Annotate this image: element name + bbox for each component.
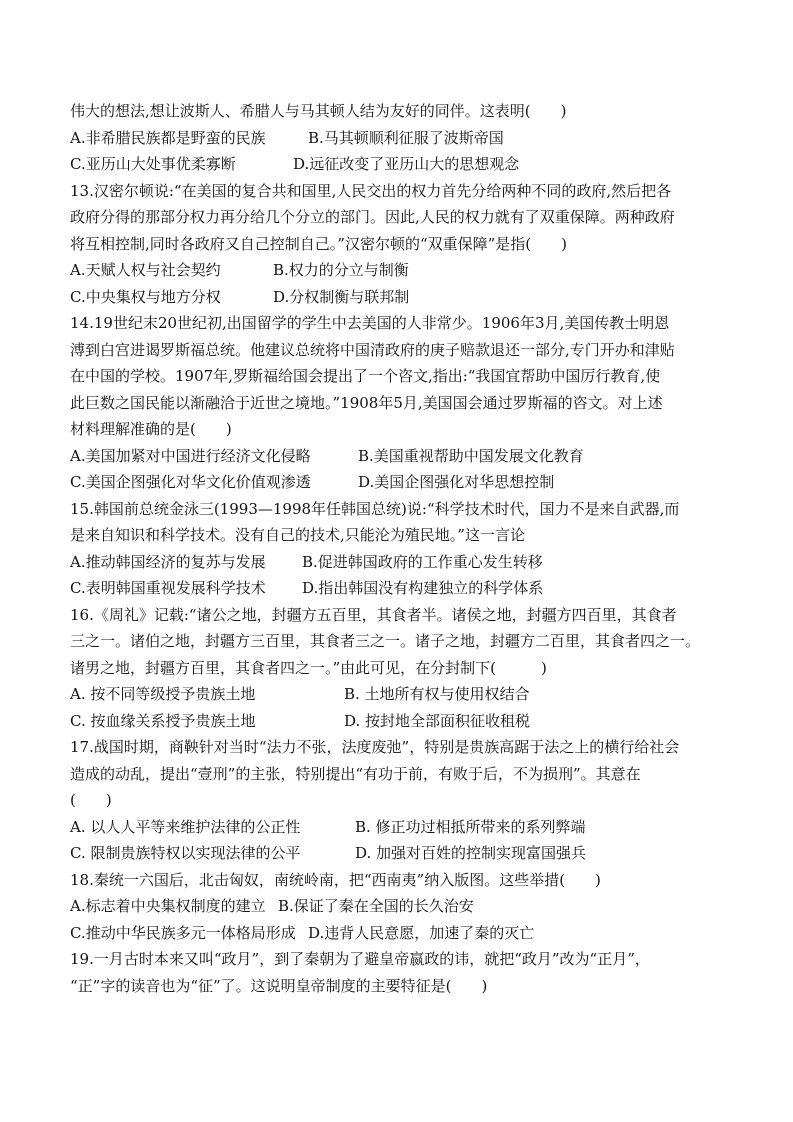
q17-stem-line-1: 17.战国时期，商鞅针对当时“法力不张，法度废弛”，特别是贵族高踞于法之上的横行给社会 [70,738,680,756]
q12-option-b: B.马其顿顺利征服了波斯帝国 [308,128,504,147]
q17-options-row-2 [70,840,730,867]
q14-options-row-2 [70,469,730,496]
q17-options-row-1 [70,814,730,841]
q14-options-row-1 [70,443,730,470]
q14-stem-line-4: 此巨数之国民能以渐融洽于近世之境地。”1908年5月,美国国会通过罗斯福的咨文。对上述 [70,393,663,412]
q16-stem-line-3: 诸男之地，封疆方百里，其食者四之一。”由此可见，在分封制下( ) [70,658,547,677]
exam-page [70,98,730,999]
q18-stem-line-1: 18.秦统一六国后，北击匈奴，南统岭南，把“西南夷”纳入版图。这些举措( ) [70,870,601,889]
q18-option-a: A.标志着中央集权制度的建立 [70,897,266,915]
q16-options-row-1 [70,681,730,708]
q16-stem-line-1: 16.《周礼》记载:“诸公之地，封疆方五百里，其食者半。诸侯之地，封疆方四百里，其食者 [70,605,677,624]
q16-option-c: C. 按血缘关系授予贵族土地 [70,711,256,730]
q15-option-b: B.促进韩国政府的工作重心发生转移 [302,552,543,571]
q14-option-b: B.美国重视帮助中国发展文化教育 [358,446,584,465]
q16-option-a: A. 按不同等级授予贵族土地 [70,685,256,703]
q16-options-row-2 [70,708,730,735]
q13-stem-line-3: 将互相控制,同时各政府又自己控制自己。”汉密尔顿的“双重保障”是指( ) [70,234,567,253]
q15-stem-line-1: 15.韩国前总统金泳三(1993—1998年任韩国总统)说:“科学技术时代，国力不是来自武器,而 [70,499,680,518]
q13-stem-line-1: 13.汉密尔顿说:“在美国的复合共和国里,人民交出的权力首先分给两种不同的政府,然后把各 [70,181,672,200]
q19-stem-line-2: “正”字的读音也为“征”了。这说明皇帝制度的主要特征是( ) [70,976,488,995]
q17-option-b: B. 修正功过相抵所带来的系列弊端 [355,817,586,836]
q17-option-c: C. 限制贵族特权以实现法律的公平 [70,844,301,862]
q15-options-row-1 [70,549,730,576]
q14-option-a: A.美国加紧对中国进行经济文化侵略 [70,446,311,465]
q15-option-a: A.推动韩国经济的复苏与发展 [70,552,266,571]
q14-stem-line-1: 14.19世纪末20世纪初,出国留学的学生中去美国的人非常少。1906年3月,美国传教士明恩 [70,314,670,332]
q14-option-c: C.美国企图强化对华文化价值观渗透 [70,473,311,491]
q12-option-d: D.远征改变了亚历山大的思想观念 [293,155,520,173]
q18-option-c: C.推动中华民族多元一体格局形成 [70,923,296,942]
q18-options-row-2 [70,920,730,947]
q16-stem-line-2: 三之一。诸伯之地，封疆方三百里，其食者三之一。诸子之地，封疆方二百里，其食者四之一。 [70,632,701,650]
q15-option-c: C.表明韩国重视发展科学技术 [70,579,266,597]
q13-option-c: C.中央集权与地方分权 [70,287,221,306]
q17-stem-line-2: 造成的动乱，提出“壹刑”的主张，特别提出“有功于前，有败于后，不为损刑”。其意在 [70,764,641,783]
q12-options-row-1 [70,125,730,152]
q16-option-d: D. 按封地全部面积征收租税 [344,711,531,730]
q14-stem-line-5: 材料理解准确的是( ) [70,420,232,438]
q15-stem-line-2: 是来自知识和科学技术。没有自己的技术,只能沦为殖民地。”这一言论 [70,526,525,544]
q12-option-c: C.亚历山大处事优柔寡断 [70,155,236,173]
q12-option-a: A.非希腊民族都是野蛮的民族 [70,128,266,147]
q17-stem-line-3: ( ) [70,791,112,809]
q12-options-row-2 [70,151,730,178]
q13-option-b: B.权力的分立与制衡 [273,261,409,279]
q12-stem-tail: 伟大的想法,想让波斯人、希腊人与马其顿人结为友好的同伴。这表明( ) [70,102,567,120]
q19-stem-line-1: 19.一月古时本来又叫“政月”，到了秦朝为了避皇帝嬴政的讳，就把“政月”改为“正月”， [70,950,650,968]
q18-option-d: D.违背人民意愿，加速了秦的灭亡 [308,923,535,942]
q14-stem-line-3: 在中国的学校。1907年,罗斯福给国会提出了一个咨文,指出:“我国宜帮助中国厉行教育,使 [70,367,661,385]
q15-option-d: D.指出韩国没有构建独立的科学体系 [302,579,544,597]
q14-option-d: D.美国企图强化对华思想控制 [358,473,555,491]
q13-options-row-2 [70,284,730,311]
q13-stem-line-2: 政府分得的那部分权力再分给几个分立的部门。因此,人民的权力就有了双重保障。两种政府 [70,208,675,226]
q13-option-d: D.分权制衡与联邦制 [273,287,410,306]
q17-option-a: A. 以人人平等来维护法律的公正性 [70,817,301,836]
q14-stem-line-2: 溥到白宫进谒罗斯福总统。他建议总统将中国清政府的庚子赔款退还一部分,专门开办和津贴 [70,340,675,359]
q17-option-d: D. 加强对百姓的控制实现富国强兵 [355,844,587,862]
q13-options-row-1 [70,257,730,284]
q18-options-row-1 [70,893,730,920]
q13-option-a: A.天赋人权与社会契约 [70,261,221,279]
q16-option-b: B. 土地所有权与使用权结合 [344,685,530,703]
q15-options-row-2 [70,575,730,602]
q18-option-b: B.保证了秦在全国的长久治安 [278,897,474,915]
